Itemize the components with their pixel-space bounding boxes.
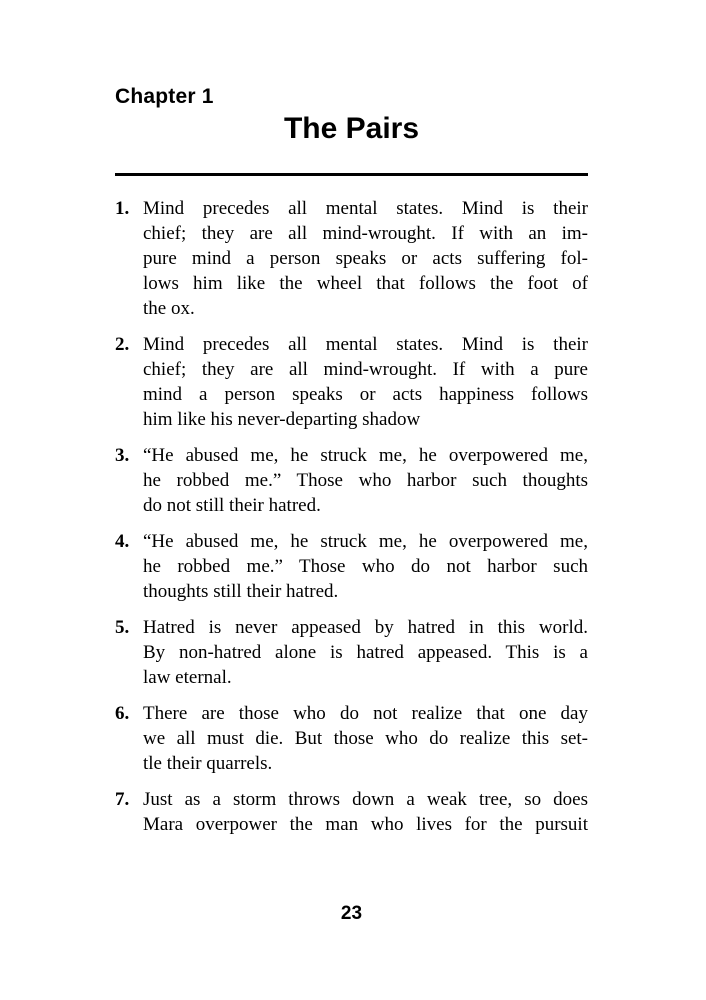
verse-line: Mind precedes all mental states. Mind is their [143,198,588,219]
verse-line: “He abused me, he struck me, he overpowered me, [143,445,588,466]
verse-line: Just as a storm throws down a weak tree, so does [143,789,588,810]
verse-number: 4. [115,531,130,552]
verse-number: 2. [115,334,130,355]
verse-item [115,332,588,432]
verse-line: we all must die. But those who do realize this set- [143,728,588,749]
verse-line: chief; they are all mind-wrought. If with a pure [143,359,588,380]
verse-line: the ox. [143,298,195,319]
verse-line: Mara overpower the man who lives for the pursuit [143,814,588,835]
verse-item [115,529,588,604]
verse-line: do not still their hatred. [143,495,321,516]
verse-lines [143,615,588,690]
verse-lines [143,332,588,432]
verse-number: 7. [115,789,130,810]
verse-line: Hatred is never appeased by hatred in this world. [143,617,588,638]
page-number: 23 [340,903,363,924]
verse-lines [143,787,588,837]
verse-line: chief; they are all mind-wrought. If with an im- [143,223,588,244]
page-content [115,84,588,848]
verse-lines [143,701,588,776]
verse-line: tle their quarrels. [143,753,273,774]
verse-number: 6. [115,703,130,724]
verse-item [115,615,588,690]
verse-list [115,196,588,837]
verse-line: pure mind a person speaks or acts suffering fol- [143,248,588,269]
verse-line: By non-hatred alone is hatred appeased. This is a [143,642,588,663]
verse-lines [143,196,588,321]
verse-line: thoughts still their hatred. [143,581,339,602]
verse-line: him like his never-departing shadow [143,409,421,430]
verse-item [115,196,588,321]
verse-line: he robbed me.” Those who do not harbor such [143,556,588,577]
page-title: The Pairs [283,112,420,145]
verse-line: lows him like the wheel that follows the foot of [143,273,588,294]
verse-number: 5. [115,617,130,638]
verse-lines [143,443,588,518]
divider-rule [115,173,588,176]
verse-lines [143,529,588,604]
verse-line: There are those who do not realize that one day [143,703,588,724]
verse-line: mind a person speaks or acts happiness follows [143,384,588,405]
chapter-label: Chapter 1 [115,85,214,108]
verse-line: Mind precedes all mental states. Mind is their [143,334,588,355]
verse-number: 1. [115,198,130,219]
verse-line: law eternal. [143,667,232,688]
verse-number: 3. [115,445,130,466]
verse-line: “He abused me, he struck me, he overpowered me, [143,531,588,552]
verse-item [115,443,588,518]
verse-item [115,787,588,837]
verse-line: he robbed me.” Those who harbor such thoughts [143,470,588,491]
verse-item [115,701,588,776]
